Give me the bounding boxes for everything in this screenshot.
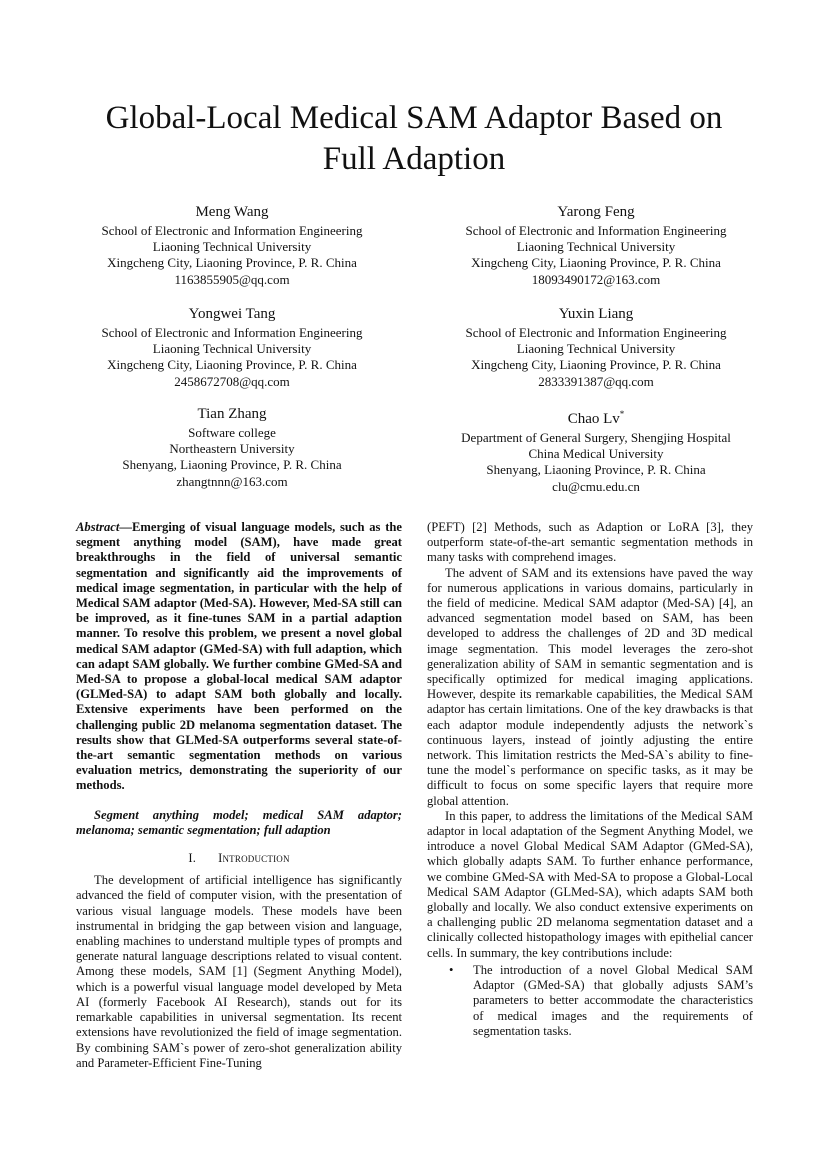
section-number: I.	[188, 851, 197, 866]
title-line-1: Global-Local Medical SAM Adaptor Based on	[105, 100, 723, 136]
right-column	[427, 520, 753, 1039]
author-email: 2833391387@qq.com	[538, 373, 654, 389]
abstract-label: Abstract	[76, 520, 120, 534]
abstract-text: —Emerging of visual language models, such as the segment anything model (SAM), have made great breakthroughs in the field of universal semantic segmentation and significantly aid the improvements of medical image segmentation, in particular with the help of Medical SAM adaptor (Med-SA). However, Med-SA still can be improved, as it fine-tunes SAM in a partial adaption manner. To resolve this problem, we present a novel global medical SAM adaptor (GMed-SA) with full adaption, which can adapt SAM globally. We further combine GMed-SA and Med-SA to propose a global-local medical SAM adaptor (GLMed-SA) to adapt SAM both globally and locally. Extensive experiments have been performed on the challenging public 2D melanoma segmentation dataset. The results show that GLMed-SA outperforms several state-of-the-art semantic segmentation methods on various evaluation metrics, demonstrating the superiority of our methods.	[76, 520, 402, 793]
author-name: Yuxin Liang	[558, 306, 634, 322]
author-email: clu@cmu.edu.cn	[552, 478, 640, 494]
author-block-4	[431, 305, 761, 390]
contribution-text: The introduction of a novel Global Medical SAM Adaptor (GMed-SA) that globally adjusts SAM’s parameters to better accommodate the characteristics of medical images and the requirements of segmentation tasks.	[473, 962, 753, 1038]
corresponding-author-mark: *	[619, 409, 625, 419]
author-institution: China Medical University	[528, 446, 664, 462]
author-name: Tian Zhang	[197, 406, 267, 422]
author-affiliation: School of Electronic and Information Engineering	[465, 223, 727, 238]
author-institution: Liaoning Technical University	[152, 341, 312, 357]
author-affiliation: School of Electronic and Information Engineering	[101, 325, 363, 340]
author-location: Xingcheng City, Liaoning Province, P. R. China	[107, 357, 357, 373]
author-block-3	[67, 305, 397, 390]
author-name	[431, 405, 761, 429]
intro-paragraph-4: In this paper, to address the limitations of the Medical SAM adaptor in local adaptation of the Segment Anything Model, we introduce a novel Global Medical SAM Adaptor (GMed-SA), which globally adapts SAM. To further enhance performance, we combine GMed-SA with Med-SA to propose a Global-Local Medical SAM Adaptor (GLMed-SA), which adapts SAM both globally and locally. We also conduct extensive experiments on a challenging public 2D melanoma segmentation dataset and a clinically collected histopathology images with epithelial cancer cells. In summary, the key contributions include:	[427, 808, 753, 960]
author-affiliation: School of Electronic and Information Engineering	[101, 223, 363, 238]
author-location: Shenyang, Liaoning Province, P. R. China	[486, 462, 706, 478]
author-email: 18093490172@163.com	[531, 271, 661, 287]
author-name: Yongwei Tang	[188, 306, 276, 322]
author-email: 2458672708@qq.com	[174, 373, 290, 389]
section-heading-introduction	[76, 851, 402, 866]
author-institution: Northeastern University	[169, 441, 295, 457]
author-email: 1163855905@qq.com	[174, 271, 290, 287]
author-block-5	[67, 405, 397, 490]
author-affiliation: School of Electronic and Information Engineering	[465, 325, 727, 340]
author-name: Yarong Feng	[557, 204, 635, 220]
intro-paragraph-3: The advent of SAM and its extensions have paved the way for numerous applications in various domains, particularly in the field of medicine. Medical SAM adaptor (Med-SA) [4], an advanced segmentation model based on SAM, has been developed to address the challenges of 2D and 3D medical image segmentation. This model leverages the zero-shot generalization ability of SAM in semantic segmentation and is specifically optimized for medical imaging applications. However, despite its remarkable capabilities, the Medical SAM adaptor has certain limitations. One of the key drawbacks is that each adaptor module independently adjusts the network`s continuous layers, instead of jointly adjusting the entire network. This limitation restricts the Med-SA`s ability to fine-tune the model`s performance on specific tasks, as it may be difficult to focus on some specific layers that require more global attention.	[427, 565, 753, 808]
section-title-text: Introduction	[218, 851, 290, 866]
author-institution: Liaoning Technical University	[516, 239, 676, 255]
title-line-2: Full Adaption	[322, 141, 506, 177]
author-institution: Liaoning Technical University	[152, 239, 312, 255]
paper-title	[60, 98, 768, 180]
author-block-6	[431, 405, 761, 495]
bullet-icon: •	[449, 962, 454, 977]
author-affiliation: Department of General Surgery, Shengjing Hospital	[461, 430, 731, 445]
left-column	[76, 520, 402, 1071]
author-institution: Liaoning Technical University	[516, 341, 676, 357]
author-location: Shenyang, Liaoning Province, P. R. China	[122, 457, 342, 473]
keywords: Segment anything model; medical SAM adaptor; melanoma; semantic segmentation; full adaption	[76, 807, 402, 837]
author-name: Meng Wang	[195, 204, 269, 220]
intro-paragraph-2: (PEFT) [2] Methods, such as Adaption or LoRA [3], they outperform state-of-the-art semantic segmentation methods in many tasks with comprehend images.	[427, 520, 753, 565]
author-name-text: Chao Lv	[567, 411, 620, 427]
author-location: Xingcheng City, Liaoning Province, P. R. China	[107, 255, 357, 271]
author-block-1	[67, 203, 397, 288]
section-title	[218, 851, 290, 865]
author-location: Xingcheng City, Liaoning Province, P. R. China	[471, 357, 721, 373]
contribution-item-1	[427, 963, 753, 1039]
author-block-2	[431, 203, 761, 288]
author-location: Xingcheng City, Liaoning Province, P. R. China	[471, 255, 721, 271]
abstract	[76, 520, 402, 794]
author-affiliation: Software college	[188, 425, 276, 440]
intro-paragraph-1: The development of artificial intelligence has significantly advanced the field of computer vision, with the presentation of various visual language models. These models have been instrumental in bridging the gap between vision and language, enabling machines to understand multiple types of prompts and generate natural language descriptions related to visual content. Among these models, SAM [1] (Segment Anything Model), which is a powerful visual language model developed by Meta AI (formerly Facebook AI Research), stands out for its remarkable capabilities in universal segmentation. Its recent extensions have revolutionized the field of image segmentation. By combining SAM`s power of zero-shot generalization ability and Parameter-Efficient Fine-Tuning	[76, 873, 402, 1070]
author-email: zhangtnnn@163.com	[176, 473, 288, 489]
